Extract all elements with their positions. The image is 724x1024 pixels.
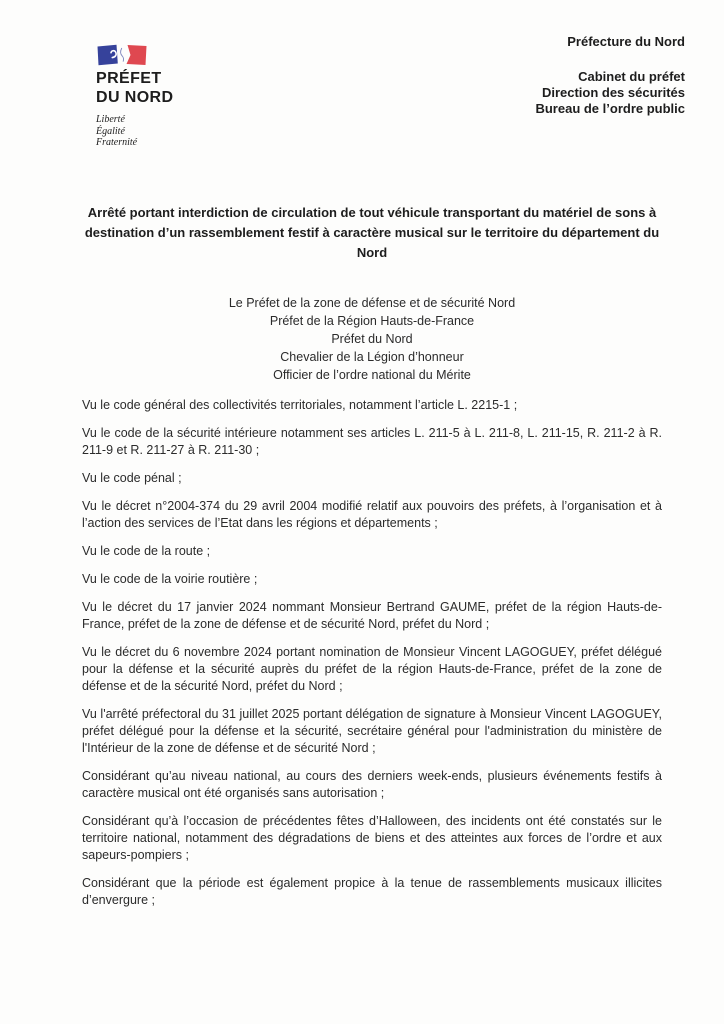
- authority-line: Préfet du Nord: [331, 332, 413, 346]
- body-paragraph: Considérant que la période est également propice à la tenue de rassemblements musicaux illicites d’envergure ;: [82, 876, 662, 907]
- authority-line: Chevalier de la Légion d’honneur: [280, 350, 464, 364]
- body-paragraph: Vu le décret n°2004-374 du 29 avril 2004 modifié relatif aux pouvoirs des préfets, à l’organisation et à l’action des services de l’Etat dans les régions et départements ;: [82, 499, 662, 530]
- body-paragraph: Vu le code de la route ;: [82, 544, 211, 558]
- motto-line: Liberté: [96, 114, 125, 125]
- authority-line: Officier de l’ordre national du Mérite: [273, 368, 471, 382]
- decree-body: [82, 397, 662, 920]
- body-paragraph: Vu le code pénal ;: [82, 471, 182, 485]
- body-paragraph: Vu le code général des collectivités territoriales, notamment l’article L. 2215-1 ;: [82, 398, 518, 412]
- authority-block: [82, 294, 662, 384]
- letterhead-service-line: Bureau de l’ordre public: [535, 101, 685, 116]
- authority-line: Préfet de la Région Hauts-de-France: [269, 314, 475, 328]
- letterhead: [535, 34, 685, 117]
- motto-line: Fraternité: [96, 137, 138, 148]
- logo-name-line1: PRÉFET: [96, 70, 162, 87]
- logo-prefet-name: [96, 69, 173, 107]
- decree-title: Arrêté portant interdiction de circulation de tout véhicule transportant du matériel de sons à destination d’un rassemblement festif à caractère musical sur le territoire du département du Nord: [84, 205, 660, 260]
- letterhead-service-line: Direction des sécurités: [541, 85, 685, 100]
- letterhead-prefecture: Préfecture du Nord: [567, 34, 685, 49]
- logo-name-line2: DU NORD: [96, 89, 174, 106]
- government-logo: [96, 44, 173, 149]
- body-paragraph: Vu le décret du 6 novembre 2024 portant nomination de Monsieur Vincent LAGOGUEY, préfet délégué pour la défense et la sécurité auprès du préfet de la région Hauts-de-France, préfet de la zone de défense et de la sécurité Nord, préfet du Nord ;: [82, 645, 662, 693]
- republic-motto: [96, 114, 173, 149]
- authority-line: Le Préfet de la zone de défense et de sécurité Nord: [228, 296, 516, 310]
- french-flag-icon: [96, 44, 173, 66]
- motto-line: Égalité: [96, 125, 125, 137]
- body-paragraph: Considérant qu’au niveau national, au cours des derniers week-ends, plusieurs événements festifs à caractère musical ont été organisés sans autorisation ;: [82, 769, 662, 800]
- body-paragraph: Vu l'arrêté préfectoral du 31 juillet 2025 portant délégation de signature à Monsieur Vincent LAGOGUEY, préfet délégué pour la défense et la sécurité, secrétaire général pour l'administration du ministère de l'Intérieur de la zone de défense et de sécurité Nord ;: [82, 707, 662, 755]
- body-paragraph: Vu le code de la sécurité intérieure notamment ses articles L. 211-5 à L. 211-8, L. 211-15, R. 211-2 à R. 211-9 et R. 211-27 à R. 211-30 ;: [82, 426, 662, 457]
- letterhead-services: [535, 69, 685, 117]
- body-paragraph: Vu le décret du 17 janvier 2024 nommant Monsieur Bertrand GAUME, préfet de la région Hauts-de-France, préfet de la zone de défense et de sécurité Nord, préfet du Nord ;: [82, 600, 662, 631]
- letterhead-service-line: Cabinet du préfet: [578, 69, 685, 84]
- body-paragraph: Vu le code de la voirie routière ;: [82, 572, 258, 586]
- body-paragraph: Considérant qu’à l’occasion de précédentes fêtes d’Halloween, des incidents ont été constatés sur le territoire national, notamment des dégradations de biens et des atteintes aux forces de l’ordre et aux sapeurs-pompiers ;: [82, 814, 662, 862]
